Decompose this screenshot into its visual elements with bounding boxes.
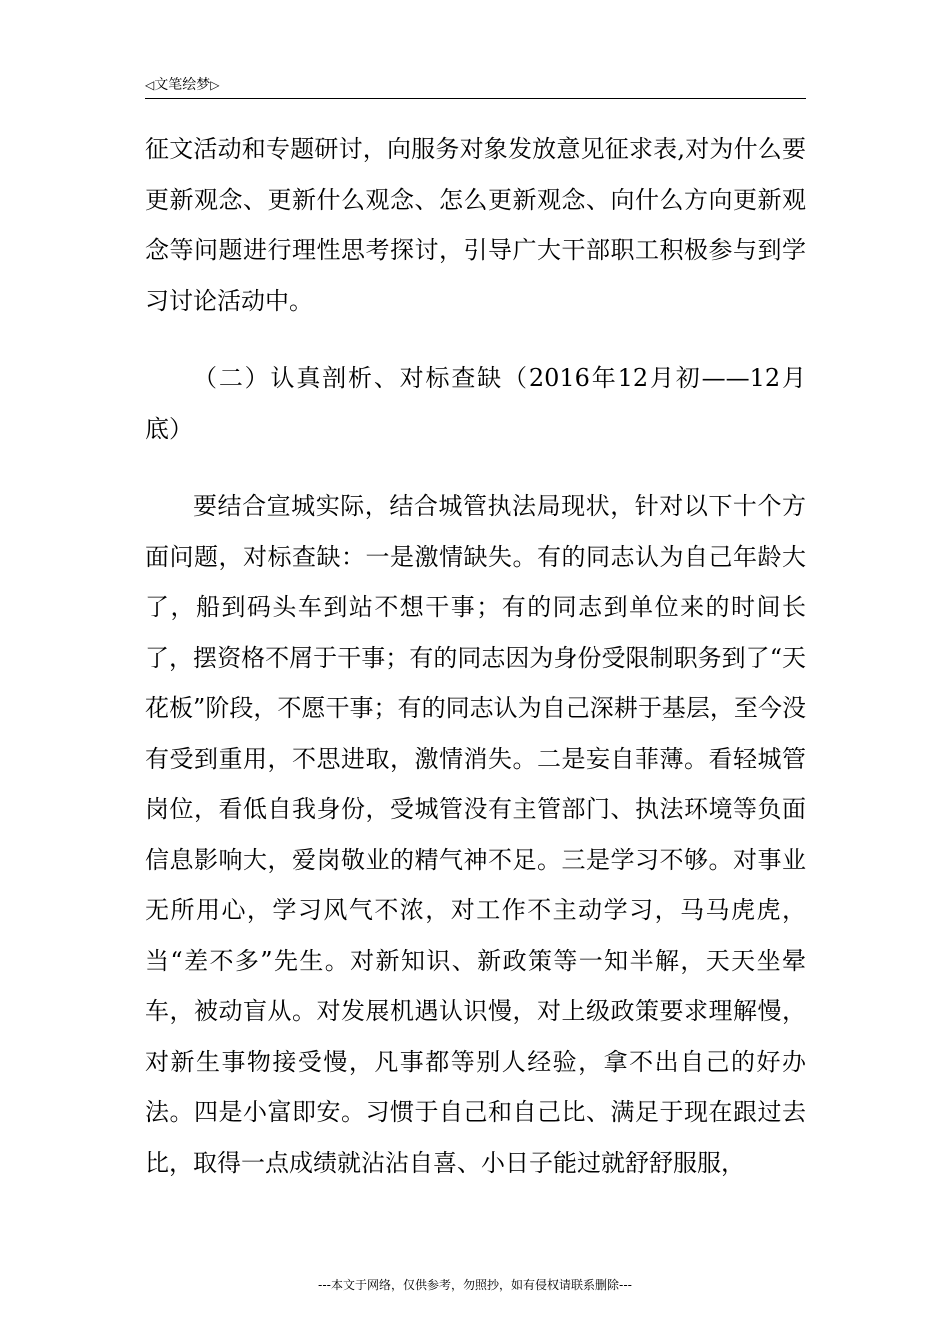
- section-heading: （二）认真剖析、对标查缺（2016年12月初——12月底）: [145, 364, 806, 443]
- page-header: [145, 74, 806, 99]
- paragraph-1: 征文活动和专题研讨，向服务对象发放意见征求表,对为什么要更新观念、更新什么观念、怎么更新观念、向什么方向更新观念等问题进行理性思考探讨，引导广大干部职工积极参与到学习讨论活动中。: [145, 135, 806, 315]
- document-body: [145, 124, 806, 1188]
- left-triangle-icon: ◁: [145, 78, 155, 92]
- header-title-group: [145, 76, 219, 94]
- page-footer: ---本文于网络，仅供参考，勿照抄，如有侵权请联系删除---: [318, 1278, 632, 1292]
- paragraph-2: 要结合宣城实际，结合城管执法局现状，针对以下十个方面问题，对标查缺：一是激情缺失。有的同志认为自己年龄大了，船到码头车到站不想干事；有的同志到单位来的时间长了，摆资格不屑于干事；有的同志因为身份受限制职务到了“天花板”阶段，不愿干事；有的同志认为自己深耕于基层，至今没有受到重用，不思进取，激情消失。二是妄自菲薄。看轻城管岗位，看低自我身份，受城管没有主管部门、执法环境等负面信息影响大，爱岗敬业的精气神不足。三是学习不够。对事业无所用心，学习风气不浓，对工作不主动学习，马马虎虎，当“差不多”先生。对新知识、新政策等一知半解，天天坐晕车，被动盲从。对发展机遇认识慢，对上级政策要求理解慢，对新生事物接受慢，凡事都等别人经验，拿不出自己的好办法。四是小富即安。习惯于自己和自己比、满足于现在跟过去比，取得一点成绩就沾沾自喜、小日子能过就舒舒服服，: [145, 492, 806, 1177]
- header-title: 文笔绘梦: [154, 77, 211, 93]
- right-triangle-icon: ▷: [210, 78, 220, 92]
